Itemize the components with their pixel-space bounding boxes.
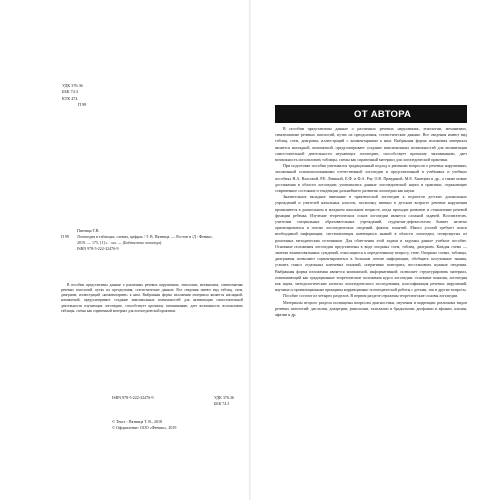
udk-code: УДК 376.36 [62, 83, 83, 88]
author-name: Пятница Т.В. [77, 228, 100, 233]
entry-code: П 99 [61, 233, 69, 239]
bibliographic-entry [61, 228, 241, 252]
preface-paragraph: Материалы второго раздела посвящены вопросам диагностики, изучения и коррекции различных видов речевых патологий: дислалии, дизартрии, ринолалии, тахилалии и брадилалии, дисфонии и афонии, алалии, афазии и др. [275, 299, 467, 318]
bbk-code: ББК 74.3 [62, 89, 78, 95]
entry-text: Логопедия в таблицах, схемах, цифрах / Т. В. Пятница. — Ростов н /Д : Феникс, [77, 233, 213, 239]
copyright-text: © Текст : Пятница Т. В., 2018 [112, 419, 162, 424]
entry-line [61, 234, 241, 240]
udk-bottom: УДК 376.36 [214, 395, 234, 400]
entry-isbn: ISBN 978-5-222-32476-9 [77, 245, 119, 251]
preface-paragraph: Значительное вкладное внимание в практической логопедии к педагогов детских дошкольных учреждений и учителей начальных классов, поскольку именно в детском возрасте речевые нарушения проявляются в дошкольном и младшем школьном возрасте, когда проходит развитие и становление речевой функции ребенка. Изучение теоретических основ логопедии является сложной задачей. Воспитателю, учителям специальных образовательных учреждений, студентам-дефектологам бывает нелегко ориентироваться в потоке логопедических сведений, фактов, понятий. Много усилий требуют поиск необходимой информации, систематизация имеющихся знаний в области логопедии, почерпнутых из различных методических источников. Для облегчения этой задачи и задуман данное учебное пособие. Основные положения логопедии представлены в виде опорных схем, таблиц, диаграмм. Каждая схема — заметка взаимосвязанных суждений, относящихся к определенному вопросу, теме. Опорные схемы, таблицы, диаграммы позволяют сориентироваться в большом потоке информации, обобщить полученные знания, усвоить смысл отдельных ключевых понятий, оперативно повторить, восстановить нужные сведения. Выбранная форма изложения является компактной, информативной; позволяет структурировать материал, охватывающий как традиционные теоретические положения курса логопедии: основные понятия, логопедия как наука, методологические аспекты логопедического исследования, классификация речевых нарушений, научные и организационные принципы коррекционно-логопедической работы с детьми, так и другие вопросы. [275, 194, 467, 293]
bbk-bottom: ББК 74.3 [214, 401, 230, 406]
preface-heading: ОТ АВТОРА [275, 105, 467, 123]
preface-paragraph: При подготовке пособия учитывался традиционный подход к решению вопросов о речевых нарушениях, заложенный основоположниками отечественной логопедии и представленный в учебниках и учебных пособиях Н.А. Власовой, Р.Е. Левиной, Е.Ф. и Ф.А. Рау, О.В. Правдиной, М.Е. Хватцева и др., а также новые достижения в области логопедии; учитывались данные логопедической науки и практики, отражающие современное состояние и тенденции дальнейшего развития логопедии как науки. [275, 163, 467, 194]
shelf-code: П 99 [78, 102, 87, 108]
preface-paragraph: Пособие состоит из четырех разделов. В первом разделе отражены теоретические основы логопедии. [283, 293, 459, 299]
isbn-bottom: ISBN 978-5-222-32476-9 [112, 395, 154, 400]
entry-text-2: 2019. — 175, [1] с. : ил. — (Библиотека логопеда). [77, 239, 163, 245]
classification-codes [62, 83, 86, 109]
book-annotation: В пособии представлены данные о различных речевых нарушениях, этиологии, механизмах, симптоматике речевых патологий, путях их преодоления, статистические данные. Все сведения имеют вид таблиц, схем, диаграмм, иллюстраций «комментариев» к ним. Выбранная форма изложения материала является наглядной, компактной, предусматривает создание максимальных возможностей для активизации самостоятельной деятельности изучающих логопедию, способствует прочному запоминанию, дает возможность использовать таблицы, схемы как справочный материал для логопедической практики. [61, 283, 243, 313]
preface-page [251, 0, 500, 500]
copyright-design: © Оформление: ООО «Феникс», 2019 [112, 425, 177, 430]
preface-body [275, 126, 467, 318]
ktk-code: КТК 474 [62, 95, 78, 101]
preface-paragraph: В пособии представлены данные о различных речевых нарушениях, этиологии, механизмах, симптоматике речевых патологий, путях их преодоления, статистические данные. Все сведения имеют вид таблиц, схем, диаграмм, иллюстраций с комментариями к ним. Выбранная форма изложения материала является наглядной, компактной, предусматривает создание максимальных возможностей для активизации самостоятельной деятельности изучающих логопедию, способствует прочному запоминанию, дает возможность использовать таблицы, схемы как справочный материал для логопедической практики. [275, 126, 467, 163]
